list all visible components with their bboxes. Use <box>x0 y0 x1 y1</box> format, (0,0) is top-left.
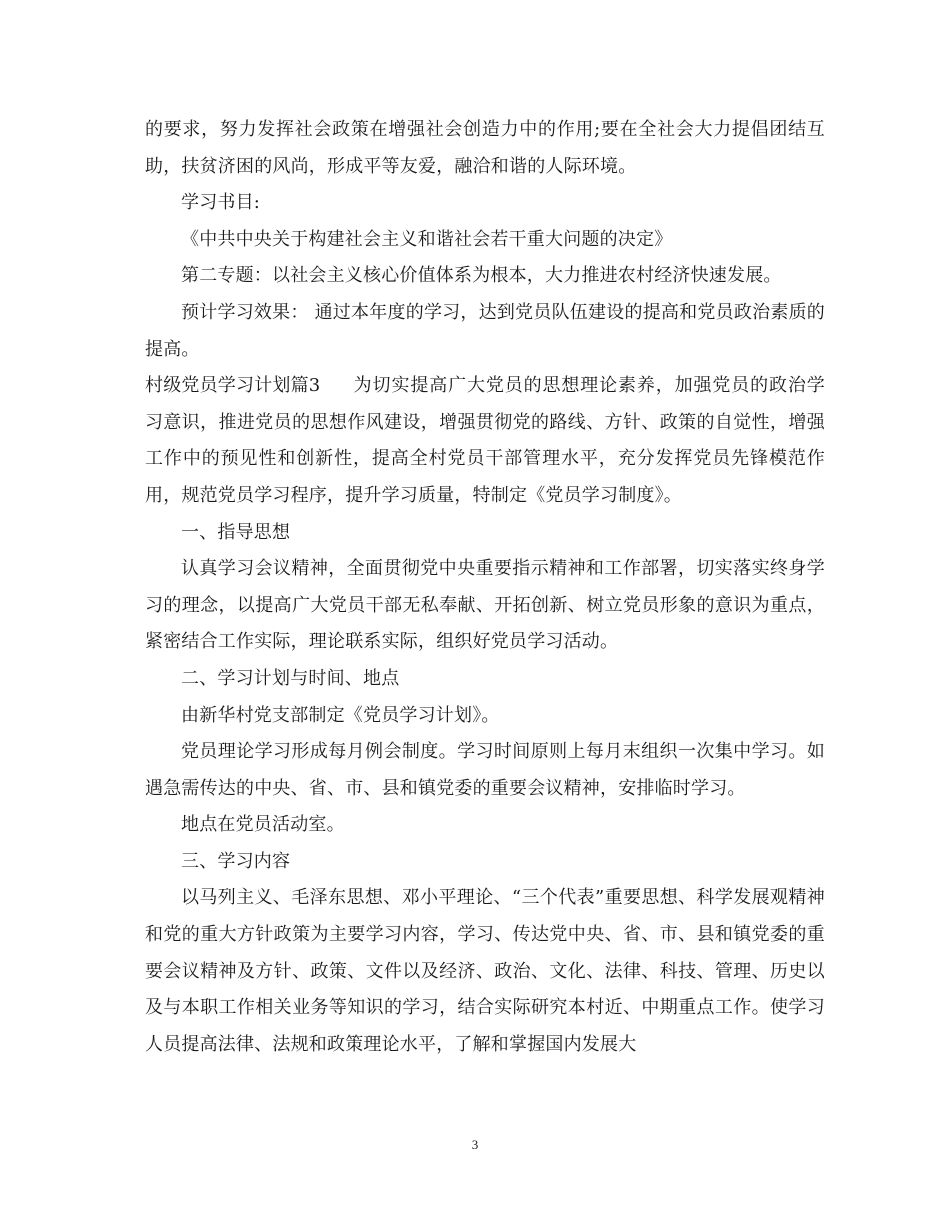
heading-guiding-ideology: 一、指导思想 <box>181 521 291 543</box>
paragraph-book-title: 《中共中央关于构建社会主义和谐社会若干重大问题的决定》 <box>181 228 673 250</box>
section-paragraph <box>145 368 825 514</box>
section-intro: 为切实提高广大党员的思想理论素养，加强党员的政治学习意识，推进党员的思想作风建设，增强贯彻党的路线、方针、政策的自觉性，增强工作中的预见性和创新性，提高全村党员干部管理水平，充分发挥党员先锋模范作用，规范党员学习程序，提升学习质量，特制定《党员学习制度》。 <box>145 375 825 506</box>
paragraph-plan-maker: 由新华村党支部制定《党员学习计划》。 <box>181 704 500 726</box>
paragraph-expected-effect: 预计学习效果： 通过本年度的学习，达到党员队伍建设的提高和党员政治素质的提高。 <box>145 301 825 360</box>
heading-plan-time-place: 二、学习计划与时间、地点 <box>181 667 400 689</box>
page-number: 3 <box>471 1137 479 1152</box>
paragraph-study-content: 以马列主义、毛泽东思想、邓小平理论、“三个代表”重要思想、科学发展观精神和党的重大方针政策为主要学习内容，学习、传达党中央、省、市、县和镇党委的重要会议精神及方针、政策、文件以及经济、政治、文化、法律、科技、管理、历史以及与本职工作相关业务等知识的学习，结合实际研究本村近、中期重点工作。使学习人员提高法律、法规和政策理论水平，了解和掌握国内发展大 <box>145 887 825 1055</box>
section-heading: 村级党员学习计划篇3 <box>145 375 321 397</box>
paragraph-reading-list-label: 学习书目: <box>181 192 261 214</box>
paragraph-guiding-ideology: 认真学习会议精神，全面贯彻党中央重要指示精神和工作部署，切实落实终身学习的理念，以提高广大党员干部无私奉献、开拓创新、树立党员形象的意识为重点，紧密结合工作实际，理论联系实际，组织好党员学习活动。 <box>145 558 825 653</box>
heading-study-content: 三、学习内容 <box>181 850 291 872</box>
paragraph-continuation: 的要求，努力发挥社会政策在增强社会创造力中的作用;要在全社会大力提倡团结互助，扶贫济困的风尚，形成平等友爱，融洽和谐的人际环境。 <box>145 119 825 177</box>
paragraph-monthly-meeting: 党员理论学习形成每月例会制度。学习时间原则上每月末组织一次集中学习。如遇急需传达的中央、省、市、县和镇党委的重要会议精神，安排临时学习。 <box>145 741 825 799</box>
document-body <box>145 112 825 1063</box>
paragraph-second-topic: 第二专题：以社会主义核心价值体系为根本，大力推进农村经济快速发展。 <box>181 265 782 287</box>
paragraph-location: 地点在党员活动室。 <box>181 814 345 836</box>
